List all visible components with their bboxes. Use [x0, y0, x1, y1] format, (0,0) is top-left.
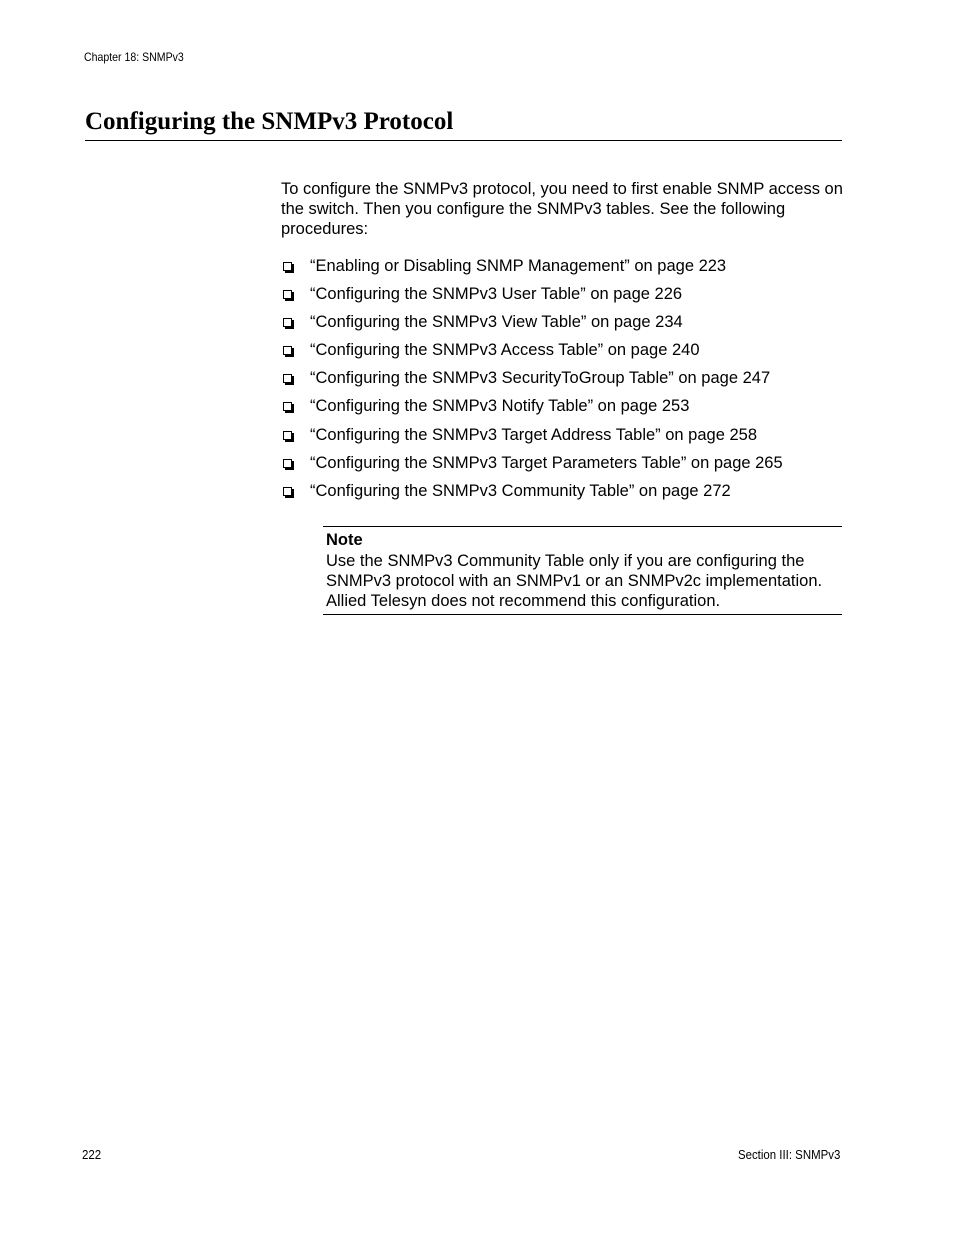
list-item[interactable] [281, 424, 783, 452]
list-item-text: “Configuring the SNMPv3 Access Table” on page 240 [310, 341, 700, 360]
list-item[interactable] [281, 367, 783, 395]
note-label: Note [326, 531, 363, 549]
running-header: Chapter 18: SNMPv3 [84, 50, 184, 64]
section-title: Configuring the SNMPv3 Protocol [85, 108, 454, 135]
list-item-text: “Configuring the SNMPv3 SecurityToGroup Table” on page 247 [310, 369, 771, 388]
square-bullet-icon [283, 290, 292, 299]
square-bullet-icon [283, 431, 292, 440]
list-item-text: “Configuring the SNMPv3 View Table” on page 234 [310, 313, 683, 332]
square-bullet-icon [283, 262, 292, 271]
square-bullet-icon [283, 402, 292, 411]
list-item[interactable] [281, 339, 783, 367]
list-item[interactable] [281, 452, 783, 480]
square-bullet-icon [283, 487, 292, 496]
list-item-text: “Configuring the SNMPv3 User Table” on page 226 [310, 285, 683, 304]
list-item[interactable] [281, 311, 783, 339]
intro-paragraph: To configure the SNMPv3 protocol, you need to first enable SNMP access on the switch. Then you configure the SNMPv3 tables. See the following procedures: [281, 180, 843, 238]
list-item[interactable] [281, 255, 783, 283]
list-item[interactable] [281, 480, 783, 508]
procedure-list [281, 255, 783, 508]
square-bullet-icon [283, 459, 292, 468]
page-number: 222 [82, 1147, 102, 1162]
footer-section: Section III: SNMPv3 [737, 1147, 840, 1162]
list-item-text: “Configuring the SNMPv3 Community Table” on page 272 [310, 481, 731, 500]
square-bullet-icon [283, 346, 292, 355]
square-bullet-icon [283, 374, 292, 383]
list-item-text: “Enabling or Disabling SNMP Management” on page 223 [310, 257, 727, 275]
list-item[interactable] [281, 395, 783, 423]
note-box [323, 526, 842, 615]
title-rule [85, 140, 842, 141]
list-item-text: “Configuring the SNMPv3 Target Parameters Table” on page 265 [310, 453, 783, 472]
list-item[interactable] [281, 283, 783, 311]
note-text: Use the SNMPv3 Community Table only if you are configuring the SNMPv3 protocol with an SNMPv1 or an SNMPv2c implementation. Allied Telesyn does not recommend this configuration. [326, 552, 823, 610]
square-bullet-icon [283, 318, 292, 327]
list-item-text: “Configuring the SNMPv3 Notify Table” on page 253 [310, 397, 690, 416]
list-item-text: “Configuring the SNMPv3 Target Address Table” on page 258 [310, 425, 757, 444]
